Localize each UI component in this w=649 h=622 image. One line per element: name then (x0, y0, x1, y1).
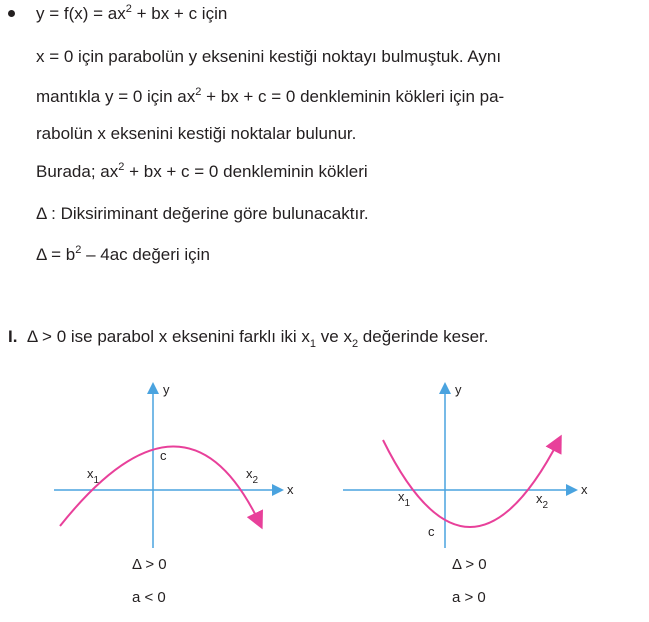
left-x-label: x (287, 482, 294, 497)
right-x-label: x (581, 482, 588, 497)
right-cond-delta: Δ > 0 (452, 556, 487, 573)
intro-line-6: Δ : Diksiriminant değerine göre bulunacaktır. (36, 204, 369, 223)
left-c-label: c (160, 448, 167, 463)
intro-line-1: $y = f(x) = ax^2$ + bx + c için (36, 3, 228, 23)
right-c-label: c (428, 524, 435, 539)
intro-line-4: rabolün x eksenini kestiği noktalar bulunur. (36, 124, 357, 143)
left-x1-label: $x_1$ (87, 466, 100, 486)
left-cond-a: a < 0 (132, 589, 166, 606)
intro-line-5: Burada; $ax^2$ + bx + c = 0 denkleminin kökleri (36, 161, 368, 181)
left-y-label: y (163, 382, 170, 397)
left-cond-delta: Δ > 0 (132, 556, 167, 573)
right-x2-label: $x_2$ (536, 491, 549, 511)
intro-line-3: mantıkla y = 0 için $ax^2$ + bx + c = 0 denkleminin kökleri için pa- (36, 86, 505, 106)
right-parabola (383, 440, 559, 527)
right-y-label: y (455, 382, 462, 397)
intro-line-2: x = 0 için parabolün y eksenini kestiği noktayı bulmuştuk. Aynı (36, 47, 502, 66)
right-x1-label: $x_1$ (398, 489, 411, 509)
graph-right (343, 382, 588, 548)
left-x2-label: $x_2$ (246, 466, 259, 486)
right-cond-a: a > 0 (452, 589, 486, 606)
graph-left (54, 382, 294, 548)
case-heading: I. Δ > 0 ise parabol x eksenini farklı iki $x_1$ ve $x_2$ değerinde keser. (8, 327, 489, 350)
intro-line-7: $\Delta = b^2 - 4ac$ değeri için (36, 244, 210, 264)
